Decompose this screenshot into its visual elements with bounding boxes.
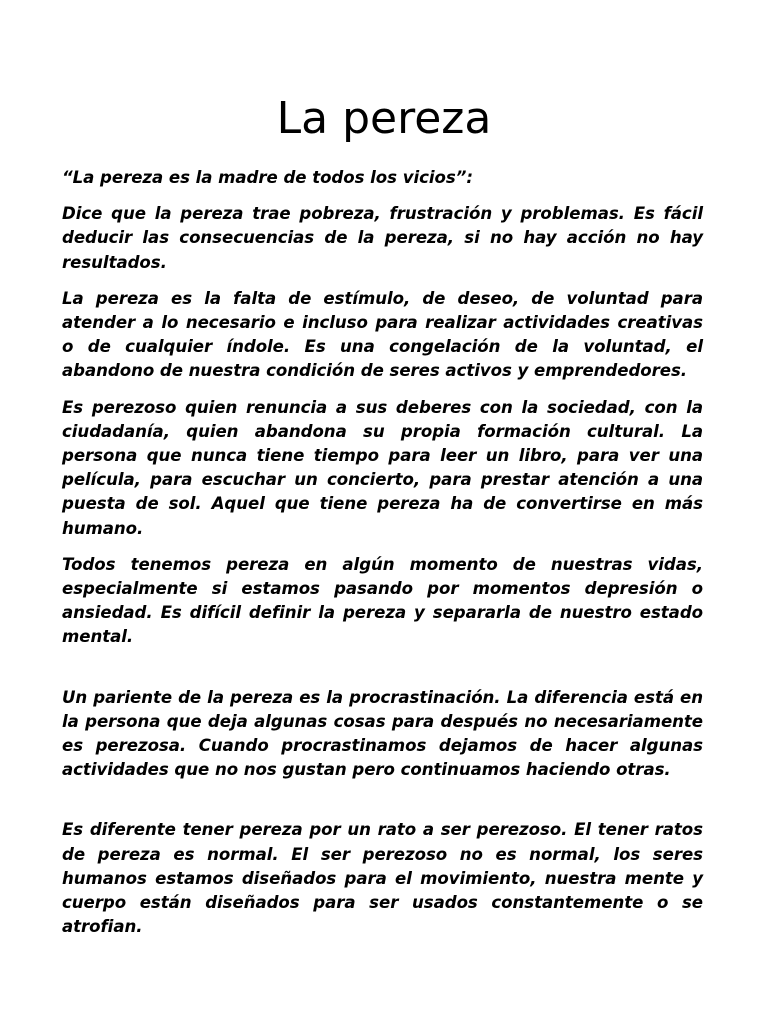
document-body [62, 166, 703, 939]
document-title: La pereza [276, 93, 492, 144]
paragraph-perezoso: Es perezoso quien renuncia a sus deberes con la sociedad, con la ciudadanía, quien abandona su propia formación cultural. La persona que nunca tiene tiempo para leer un libro, para ver una película, para escuchar un concierto, para prestar atención a una puesta de sol. Aquel que tiene pereza ha de convertirse en más humano. [62, 397, 703, 538]
paragraph-procrastinacion: Un pariente de la pereza es la procrastinación. La diferencia está en la persona que deja algunas cosas para después no necesariamente es perezosa. Cuando procrastinamos dejamos de hacer algunas actividades que no nos gustan pero continuamos haciendo otras. [62, 687, 703, 780]
paragraph-quote: “La pereza es la madre de todos los vicios”: [62, 168, 473, 187]
paragraph-definition: La pereza es la falta de estímulo, de deseo, de voluntad para atender a lo necesario e incluso para realizar actividades creativas o de cualquier índole. Es una congelación de la voluntad, el abandono de nuestra condición de seres activos y emprendedores. [62, 288, 703, 381]
paragraph-consequences: Dice que la pereza trae pobreza, frustración y problemas. Es fácil deducir las consecuencias de la pereza, si no hay acción no hay resultados. [62, 204, 703, 272]
paragraph-diferente: Es diferente tener pereza por un rato a ser perezoso. El tener ratos de pereza es normal. El ser perezoso no es normal, los seres humanos estamos diseñados para el movimiento, nuestra mente y cuerpo están diseñados para ser usados constantemente o se atrofian. [62, 820, 703, 937]
paragraph-todos: Todos tenemos pereza en algún momento de nuestras vidas, especialmente si estamos pasando por momentos depresión o ansiedad. Es difícil definir la pereza y separarla de nuestro estado mental. [62, 554, 703, 647]
